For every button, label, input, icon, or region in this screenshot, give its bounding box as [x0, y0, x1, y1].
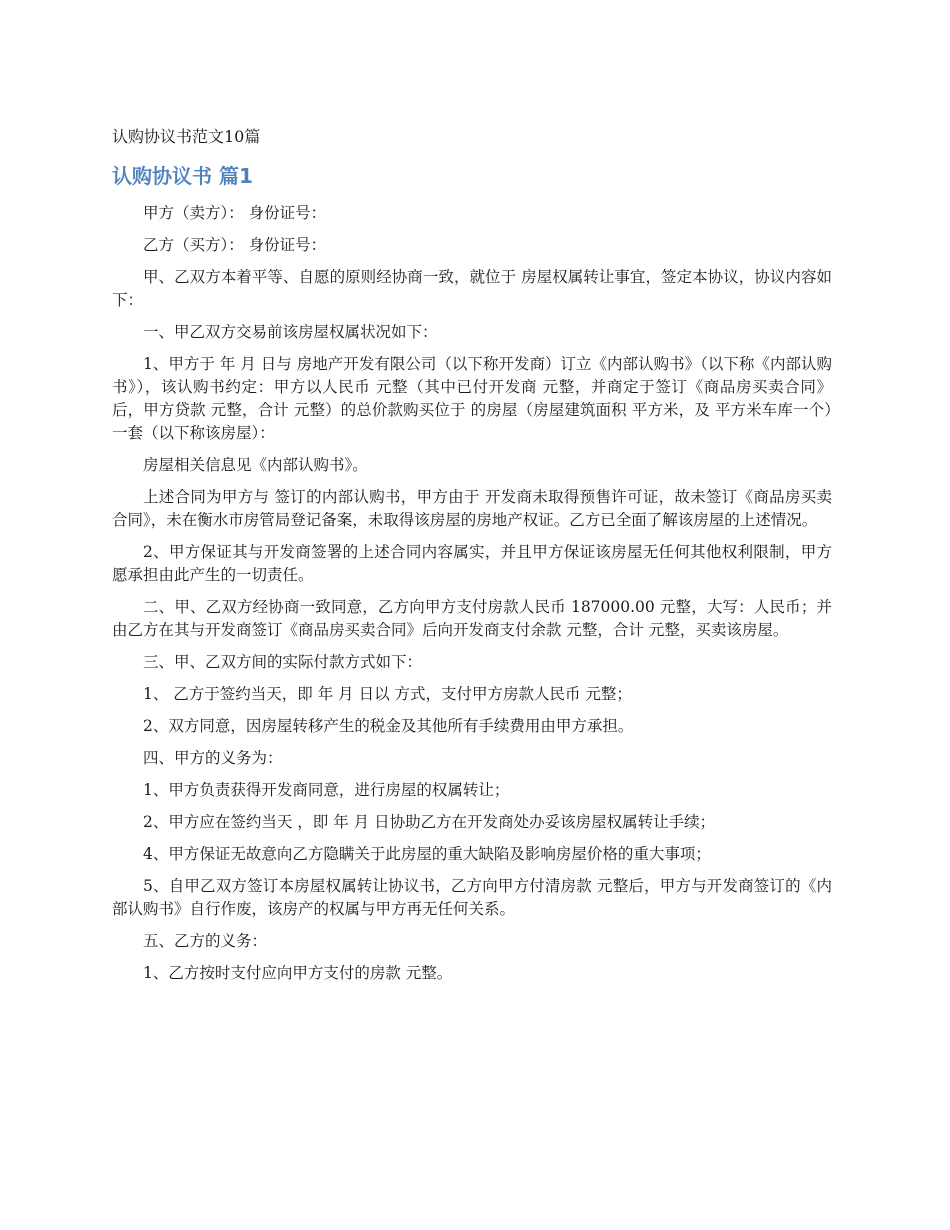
paragraph-party-b: 乙方（买方）： 身份证号：: [143, 236, 327, 254]
paragraph-clause-4: 四、甲方的义务为：: [143, 749, 283, 767]
paragraph-clause-3-2: 2、双方同意，因房屋转移产生的税金及其他所有手续费用由甲方承担。: [143, 717, 634, 735]
paragraph-clause-5: 五、乙方的义务：: [143, 932, 268, 950]
section-heading: 认购协议书 篇1: [112, 164, 253, 188]
paragraph-clause-4-1: 1、甲方负责获得开发商同意，进行房屋的权属转让；: [143, 781, 510, 799]
paragraph-clause-4-4: 4、甲方保证无故意向乙方隐瞒关于此房屋的重大缺陷及影响房屋价格的重大事项；: [143, 845, 711, 863]
paragraph-clause-4-5: 5、自甲乙双方签订本房屋权属转让协议书，乙方向甲方付清房款 元整后，甲方与开发商签订的《内部认购书》自行作废，该房产的权属与甲方再无任何关系。: [112, 877, 832, 918]
paragraph-party-a: 甲方（卖方）： 身份证号：: [143, 204, 327, 222]
paragraph-preamble: 甲、乙双方本着平等、自愿的原则经协商一致，就位于 房屋权属转让事宜，签定本协议，协议内容如下：: [112, 268, 832, 309]
paragraph-clause-3-1: 1、 乙方于签约当天，即 年 月 日以 方式，支付甲方房款人民币 元整；: [143, 685, 632, 703]
document-title: 认购协议书范文10篇: [112, 127, 261, 146]
document-body: [112, 202, 832, 994]
paragraph-clause-3: 三、甲、乙双方间的实际付款方式如下：: [143, 653, 423, 671]
paragraph-clause-1-2: 2、甲方保证其与开发商签署的上述合同内容属实，并且甲方保证该房屋无任何其他权利限制，甲方愿承担由此产生的一切责任。: [112, 543, 832, 584]
paragraph-clause-1: 一、甲乙双方交易前该房屋权属状况如下：: [143, 323, 438, 341]
paragraph-clause-1-1: 1、甲方于 年 月 日与 房地产开发有限公司（以下称开发商）订立《内部认购书》（以下称《内部认购书》），该认购书约定：甲方以人民币 元整（其中已付开发商 元整，并商定于签订《商品房买卖合同》后，甲方贷款 元整，合计 元整）的总价款购买位于 的房屋（房屋建筑面积 平方米，及 平方米车库一个）一套（以下称该房屋）：: [112, 355, 832, 442]
paragraph-house-info: 房屋相关信息见《内部认购书》。: [143, 456, 368, 474]
paragraph-clause-2: 二、甲、乙双方经协商一致同意，乙方向甲方支付房款人民币 187000.00 元整，大写：人民币；并由乙方在其与开发商签订《商品房买卖合同》后向开发商支付余款 元整，合计 元整，买卖该房屋。: [112, 598, 832, 639]
paragraph-clause-4-2: 2、甲方应在签约当天 ，即 年 月 日协助乙方在开发商处办妥该房屋权属转让手续；: [143, 813, 716, 831]
paragraph-contract-status: 上述合同为甲方与 签订的内部认购书，甲方由于 开发商未取得预售许可证，故未签订《商品房买卖合同》，未在衡水市房管局登记备案，未取得该房屋的房地产权证。乙方已全面了解该房屋的上述情况。: [112, 488, 832, 529]
paragraph-clause-5-1: 1、乙方按时支付应向甲方支付的房款 元整。: [143, 964, 453, 982]
